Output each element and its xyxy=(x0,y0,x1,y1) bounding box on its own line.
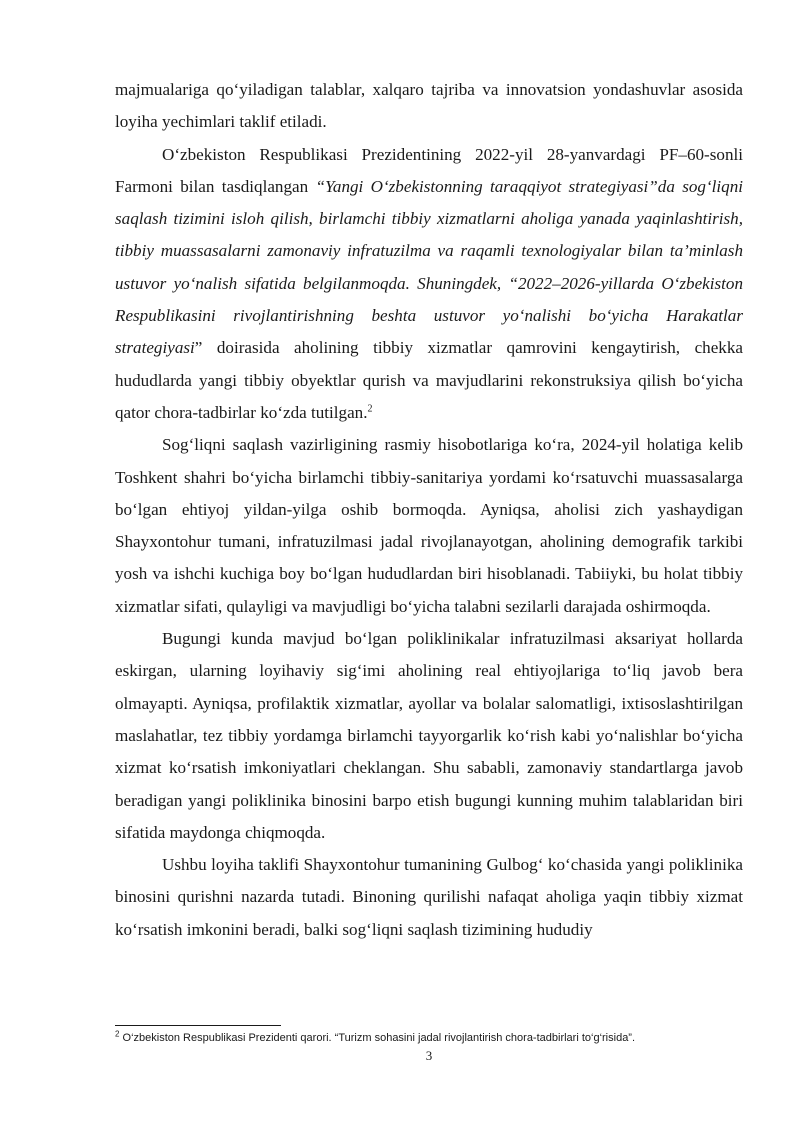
paragraph-2-rest: ” doirasida aholining tibbiy xizmatlar qamrovini kengaytirish, chekka hududlarda yangi tibbiy obyektlar qurish va mavjudlarini rekonstruksiya qilish bo‘yicha qator chora-tadbirlar ko‘zda tutilgan. xyxy=(115,338,743,422)
page-number: 3 xyxy=(425,1048,433,1063)
footnote xyxy=(115,1031,755,1045)
strategy-titles-italic: “Yangi O‘zbekistonning taraqqiyot strategiyasi”da sog‘liqni saqlash tizimini isloh qilish, birlamchi tibbiy xizmatlarni aholiga yanada yaqinlashtirish, tibbiy muassasalarni zamonaviy infratuzilma va raqamli texnologiyalar bilan ta’minlash ustuvor yo‘nalish sifatida belgilanmoqda. Shuningdek, “2022–2026-yillarda O‘zbekiston Respublikasini rivojlantirishning beshta ustuvor yo‘nalishi bo‘yicha Harakatlar strategiyasi xyxy=(115,176,743,358)
footnote-number: 2 xyxy=(115,1029,120,1039)
body-text xyxy=(115,74,743,946)
paragraph-1: majmualariga qo‘yiladigan talablar, xalqaro tajriba va innovatsion yondashuvlar asosida loyiha yechimlari taklif etiladi. xyxy=(115,80,743,132)
footnote-divider xyxy=(115,1025,281,1026)
paragraph-4: Bugungi kunda mavjud bo‘lgan poliklinikalar infratuzilmasi aksariyat hollarda eskirgan, ularning loyihaviy sig‘imi aholining real ehtiyojlariga to‘liq javob bera olmayapti. Ayniqsa, profilaktik xizmatlar, ayollar va bolalar salomatligi, ixtisoslashtirilgan maslahatlar, tez tibbiy yordamga birlamchi tayyorgarlik ko‘rish kabi yo‘nalishlar bo‘yicha xizmat ko‘rsatish imkoniyatlari cheklangan. Shu sababli, zamonaviy standartlarga javob beradigan yangi poliklinika binosini barpo etish bugungi kunning muhim talablaridan biri sifatida maydonga chiqmoqda. xyxy=(115,629,743,842)
paragraph-2 xyxy=(115,139,743,430)
paragraph-5: Ushbu loyiha taklifi Shayxontohur tumanining Gulbog‘ ko‘chasida yangi poliklinika binosini qurishni nazarda tutadi. Binoning qurilishi nafaqat aholiga yaqin tibbiy xizmat ko‘rsatish imkonini beradi, balki sog‘liqni saqlash tizimining hududiy xyxy=(115,855,743,939)
footnote-reference[interactable]: 2 xyxy=(367,403,373,415)
paragraph-2-intro: O‘zbekiston Respublikasi Prezidentining 2022-yil 28-yanvardagi PF–60-sonli Farmoni bilan tasdiqlangan xyxy=(115,144,743,196)
paragraph-3: Sog‘liqni saqlash vazirligining rasmiy hisobotlariga ko‘ra, 2024-yil holatiga kelib Toshkent shahri bo‘yicha birlamchi tibbiy-sanitariya yordami ko‘rsatuvchi muassasalarga bo‘lgan ehtiyoj yildan-yilga oshib bormoqda. Ayniqsa, aholisi zich yashaydigan Shayxontohur tumani, infratuzilmasi jadal rivojlanayotgan, aholining demografik tarkibi yosh va ishchi kuchiga boy bo‘lgan hududlardan biri hisoblanadi. Tabiiyki, bu holat tibbiy xizmatlar sifati, qulayligi va mavjudligi bo‘yicha talabni sezilarli darajada oshirmoqda. xyxy=(115,435,743,616)
footnote-text: O‘zbekiston Respublikasi Prezidenti qarori. “Turizm sohasini jadal rivojlantirish chora-tadbirlari to‘g‘risida”. xyxy=(119,1032,636,1044)
